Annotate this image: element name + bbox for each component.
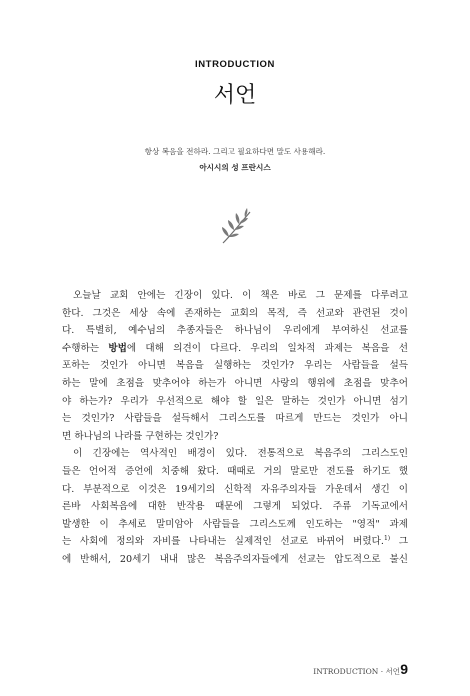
- body-line: 다. 특별히, 예수님의 추종자들은 하나님이 우리에게 부여하신 선교를: [62, 325, 408, 337]
- running-head: INTRODUCTION · 서언: [313, 667, 400, 676]
- body-line: 발생한 이 추세로 말미암아 사람들을 그리스도께 인도하는 "영적" 과제: [62, 518, 408, 530]
- body-line: 는 사회에 정의와 자비를 나타내는 실제적인 선교로 바뀌어 버렸다.$^{1)}$ 그: [62, 535, 408, 548]
- chapter-title: 서언: [213, 83, 257, 108]
- section-label: INTRODUCTION: [194, 59, 276, 70]
- body-line: 면 하나님의 나라를 구현하는 것인가?: [62, 430, 219, 442]
- epigraph-source: 아시시의 성 프란시스: [199, 163, 271, 172]
- body-line: 들은 언어적 증언에 치중해 왔다. 때때로 거의 말로만 전도를 하기도 했: [62, 465, 408, 477]
- body-line: 야 하는가? 우리가 우선적으로 해야 할 일은 말하는 것인가 아니면 섬기: [62, 395, 408, 407]
- footnote-marker[interactable]: 1): [383, 535, 391, 543]
- body-line: 포하는 것인가 아니면 복음을 실행하는 것인가? 우리는 사람들을 설득: [62, 360, 408, 372]
- body-text: [62, 287, 408, 569]
- epigraph-quote: 항상 복음을 전하라. 그리고 필요하다면 말도 사용해라.: [144, 147, 326, 156]
- body-line: 다. 부분적으로 이것은 19세기의 신학적 자유주의자들 가운데서 생긴 이: [62, 483, 408, 495]
- body-line: 는 것인가? 사람들을 설득해서 그리스도를 따르게 만드는 것인가 아니: [62, 413, 408, 425]
- body-line: 른바 사회복음에 대한 반작용 때문에 그렇게 되었다. 주류 기독교에서: [62, 501, 408, 513]
- body-line: 이 긴장에는 역사적인 배경이 있다. 전통적으로 복음주의 그리스도인: [73, 448, 408, 460]
- page-number: 9: [400, 661, 408, 677]
- olive-branch-icon: [217, 207, 257, 247]
- emphasis-text: 방법: [108, 342, 127, 354]
- body-line: 오늘날 교회 안에는 긴장이 있다. 이 책은 바로 그 문제를 다루려고: [73, 290, 408, 301]
- body-line: 한다. 그것은 세상 속에 존재하는 교회의 목적, 즉 선교와 관련된 것이: [62, 307, 408, 319]
- body-line: 하는 말에 초점을 맞추어야 하는가 아니면 사랑의 행위에 초점을 맞추어: [62, 377, 408, 389]
- body-line: 에 반해서, 20세기 내내 많은 복음주의자들에게 선교는 압도적으로 불신: [62, 553, 408, 565]
- body-line: 수행하는 방법에 대해 의견이 다르다. 우리의 일차적 과제는 복음을 선: [62, 342, 408, 354]
